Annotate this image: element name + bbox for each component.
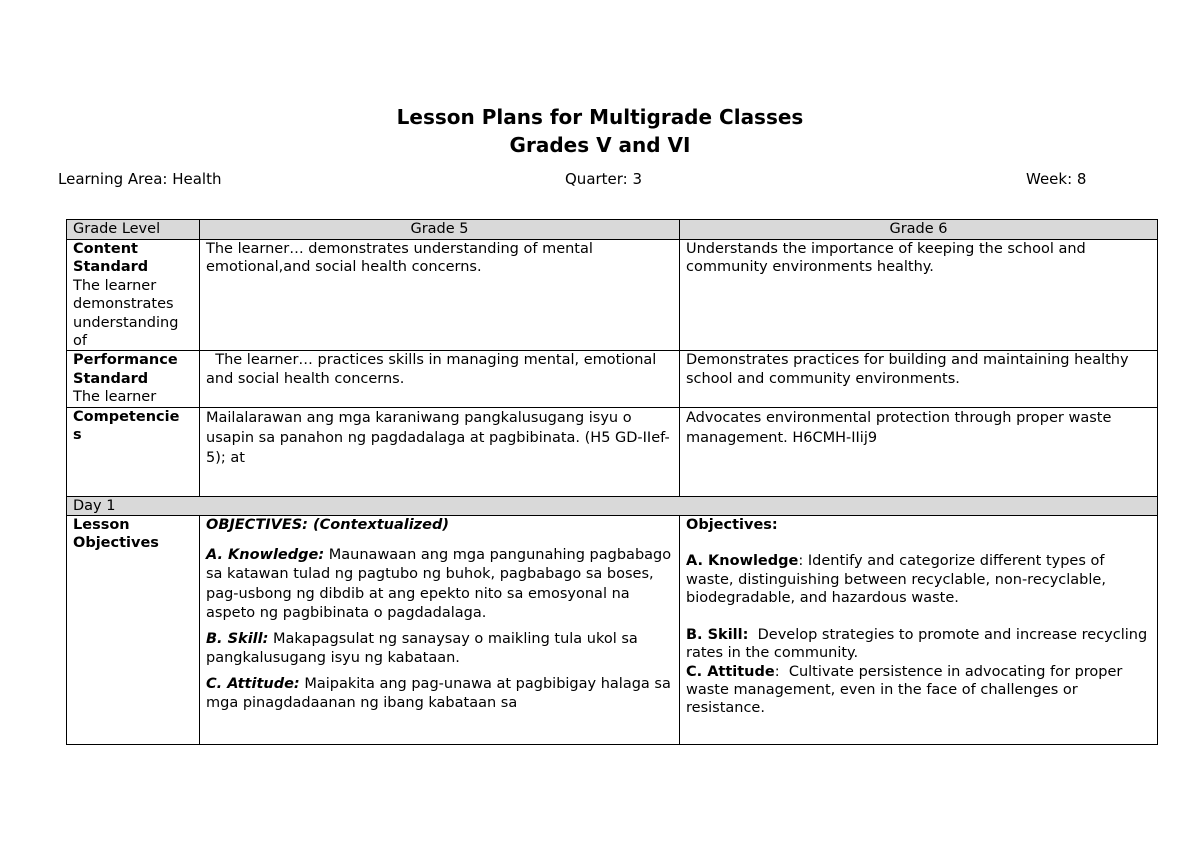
header-grade-level: Grade Level [67,220,200,240]
header-grade-5: Grade 5 [200,220,680,240]
grade6-knowledge-label: A. Knowledge [686,553,799,570]
table-header-row [67,220,1158,240]
grade5-attitude-label: C. Attitude: [206,675,300,692]
grade6-knowledge-text: : Identify and categorize different types of waste, distinguishing between recyclable, non-recyclable, biodegradable, and hazardous waste. [686,553,1106,607]
competencies-grade5: Mailalarawan ang mga karaniwang pangkalusugang isyu o usapin sa panahon ng pagdadalaga at pagbibinata. (H5 GD-IIef-5); at [200,407,680,496]
grade6-skill-label: B. Skill: [686,626,749,643]
performance-standard-sub: The learner [73,389,157,406]
row-label [67,407,200,496]
performance-standard-label: Performance Standard [73,352,178,387]
document-subtitle: Grades V and VI [509,133,691,157]
grade5-skill-label: B. Skill: [206,630,269,647]
content-standard-sub: The learner demonstrates understanding of [73,277,179,350]
grade5-knowledge-text: Maunawaan ang mga pangunahing pagbabago sa katawan tulad ng pagtubo ng buhok, pagbabago sa boses, pag-usbong ng dibdib at ang epekto nito sa emosyonal na aspeto ng pagbibinata o pagdadalaga. [206,546,672,622]
performance-standard-grade5: The learner… practices skills in managing mental, emotional and social health concerns. [200,351,680,407]
grade5-objectives-heading: OBJECTIVES: (Contextualized) [206,517,449,534]
lesson-plan-table [66,219,1158,745]
content-standard-grade5: The learner… demonstrates understanding of mental emotional,and social health concerns. [200,240,680,351]
document-title: Lesson Plans for Multigrade Classes [396,105,804,129]
grade6-skill-text: Develop strategies to promote and increase recycling rates in the community. [686,626,1152,662]
table-row-day [67,496,1158,515]
lesson-objectives-label: Lesson Objectives [73,517,159,552]
quarter: Quarter: 3 [565,170,643,188]
lesson-objectives-grade6 [680,516,1158,745]
grade5-knowledge-label: A. Knowledge: [206,546,325,563]
content-standard-grade6: Understands the importance of keeping the school and community environments healthy. [680,240,1158,351]
grade5-skill-text: Makapagsulat ng sanaysay o maikling tula ukol sa pangkalusugang isyu ng kabataan. [206,630,638,667]
week: Week: 8 [1026,170,1087,188]
row-label [67,516,200,745]
learning-area: Learning Area: Health [58,170,222,188]
header-grade-6: Grade 6 [680,220,1158,240]
grade6-attitude-text: : Cultivate persistence in advocating for proper waste management, even in the face of challenges or resistance. [686,663,1128,717]
grade6-objectives-heading: Objectives: [686,517,778,534]
grade6-attitude-label: C. Attitude [686,663,775,680]
table-row-lesson-objectives [67,516,1158,745]
content-standard-label: Content Standard [73,241,149,276]
day-label: Day 1 [67,496,1158,515]
lesson-objectives-grade5 [200,516,680,745]
grade5-attitude-text: Maipakita ang pag-unawa at pagbibigay halaga sa mga pinagdadaanan ng ibang kabataan sa [206,675,671,712]
competencies-grade6: Advocates environmental protection through proper waste management. H6CMH-IIij9 [680,407,1158,496]
performance-standard-grade6: Demonstrates practices for building and maintaining healthy school and community environments. [680,351,1158,407]
table-row-performance-standard [67,351,1158,407]
table-row-content-standard [67,240,1158,351]
table-row-competencies [67,407,1158,496]
row-label [67,351,200,407]
competencies-label: Competencie s [73,408,180,444]
row-label [67,240,200,351]
